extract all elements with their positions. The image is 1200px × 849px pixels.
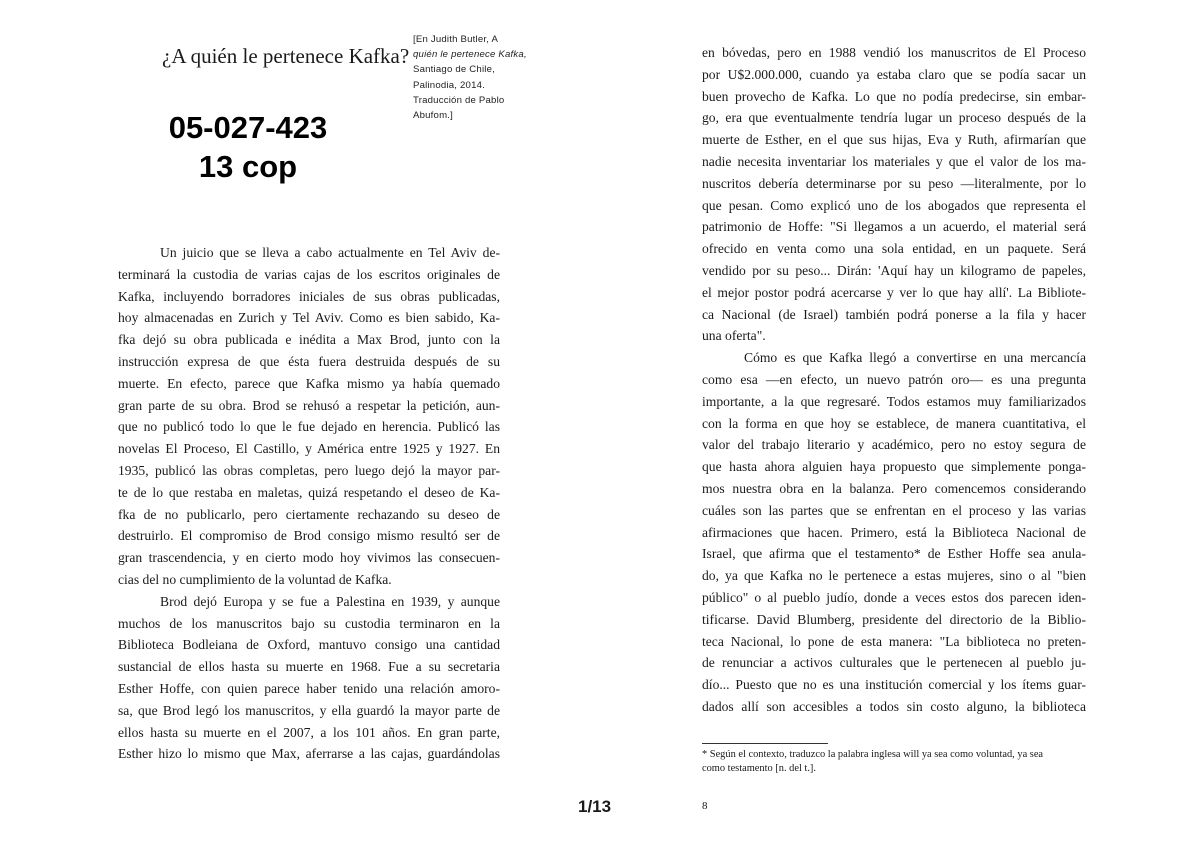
text-line: Cómo es que Kafka llegó a convertirse en una mercancía (744, 350, 1086, 366)
text-line: que no publicó todo lo que le fue dejado en herencia. Publicó las (118, 419, 500, 435)
text-line: do, ya que Kafka no le pertenece a estas mujeres, sino o al "bien (702, 568, 1086, 584)
text-line: novelas El Proceso, El Castillo, y América entre 1925 y 1927. En (118, 441, 500, 457)
text-line: ofrecido en venta como una sola entidad, en un paquete. Será (702, 241, 1086, 257)
text-line: que pesan. Como explicó uno de los abogados que representa el (702, 197, 1086, 213)
citation-line: [En Judith Butler, A (413, 34, 499, 45)
text-line: dados allí son accesibles a todos sin costo alguno, la biblioteca (702, 698, 1086, 714)
text-line: destruirlo. El compromiso de Brod consigo mismo resultó ser de (118, 528, 500, 544)
left-page-body (118, 242, 500, 765)
text-line: sa, que Brod legó los manuscritos, y ella guardó la mayor parte de (118, 702, 500, 718)
text-line: fka dejó su obra publicada e inédita a Max Brod, junto con la (118, 332, 500, 348)
text-line: el mejor postor podrá acercarse y ver lo que hay allí'. La Bibliote- (702, 284, 1086, 300)
text-line: muerte. En efecto, parece que Kafka mismo ya había quemado (118, 375, 500, 391)
footnote-line: como testamento [n. del t.]. (702, 763, 816, 775)
text-line: Biblioteca Bodleiana de Oxford, mantuvo consigo una cantidad (118, 637, 500, 653)
footnote-divider (702, 743, 828, 744)
stamp-code: 05-027-423 (168, 110, 328, 145)
text-line: patrimonio de Hoffe: "Si llegamos a un acuerdo, el material será (702, 219, 1086, 235)
citation-line: Santiago de Chile, (413, 64, 496, 76)
text-line: nadie necesita inventariar los materiales y que el valor de los ma- (702, 153, 1086, 169)
text-line: 1935, publicó las obras completas, pero luego dejó la mayor par- (118, 462, 500, 478)
text-line: go, era que eventualmente tendría lugar un proceso después de la (702, 110, 1086, 126)
text-line: Esther hizo lo mismo que Max, aferrarse a las cajas, guardándolas (118, 746, 500, 762)
text-line: teca Nacional, lo pone de esta manera: "La biblioteca no preten- (702, 633, 1086, 649)
text-line: como esa —en efecto, un nuevo patrón oro— es una pregunta (702, 371, 1086, 387)
text-line: una oferta". (702, 328, 766, 344)
citation-line: Abufom.] (413, 110, 453, 122)
text-line: muerte de Esther, en el que sus hijas, Eva y Ruth, afirmarían que (702, 132, 1086, 148)
book-title: ¿A quién le pertenece Kafka? (162, 44, 410, 68)
copy-stamp (152, 108, 344, 186)
text-line: muchos de los manuscritos bajo su custodia terminaron en la (118, 615, 500, 631)
text-line: cias del no cumplimiento de la voluntad de Kafka. (118, 571, 392, 587)
citation-note (413, 32, 553, 123)
text-line: gran trascendencia, y en cierto modo hoy vivimos las consecuen- (118, 550, 500, 566)
text-line: importante, a la que regresaré. Todos estamos muy familiarizados (702, 393, 1086, 409)
citation-line: Traducción de Pablo (413, 94, 505, 106)
text-line: que hasta ahora alguien haya propuesto que simplemente ponga- (702, 459, 1086, 475)
text-line: valor del trabajo literario y académico, pero no estoy segura de (702, 437, 1086, 453)
text-line: hoy almacenadas en Zurich y Tel Aviv. Como es bien sabido, Ka- (118, 310, 500, 326)
text-line: vendido por su peso... Dirán: 'Aquí hay un kilogramo de papeles, (702, 262, 1086, 278)
text-line: público" o al pueblo judío, donde a veces estos dos parecen iden- (702, 589, 1086, 605)
right-page-body (702, 42, 1086, 718)
text-line: Esther Hoffe, con quien parece haber tenido una relación amoro- (118, 680, 500, 696)
text-line: por U$2.000.000, cuando ya estaba claro que se podía sacar un (702, 66, 1086, 82)
text-line: de renunciar a activos culturales que le pertenecen al pueblo ju- (702, 655, 1086, 671)
text-line: afirmaciones que hacen. Primero, está la Biblioteca Nacional de (702, 524, 1086, 540)
text-line: ca Nacional (de Israel) también podrá ponerse a la fila y hacer (702, 306, 1086, 322)
text-line: en bóvedas, pero en 1988 vendió los manuscritos de El Proceso (702, 45, 1086, 60)
text-line: Israel, que afirma que el testamento* de Esther Hoffe sea anula- (702, 546, 1086, 562)
citation-line: quién le pertenece Kafka, (413, 49, 527, 61)
text-line: sustancial de ellos hasta su muerte en 1968. Fue a su secretaria (118, 659, 500, 675)
text-line: tificarse. David Blumberg, presidente del directorio de la Biblio- (702, 611, 1086, 627)
text-line: instrucción expresa de que ésta fuera destruida después de su (118, 353, 500, 369)
text-line: buen provecho de Kafka. Lo que no podía predecirse, sin embar- (702, 88, 1086, 104)
text-line: terminará la custodia de varias cajas de los escritos originales de (118, 266, 500, 282)
text-line: con la forma en que hoy se establece, de manera cuantitativa, el (702, 415, 1086, 431)
text-line: Un juicio que se lleva a cabo actualmente en Tel Aviv de- (160, 245, 500, 260)
text-line: dío... Puesto que no es una institución comercial y los ítems guar- (702, 677, 1086, 693)
text-line: ellos hasta su muerte en el 2007, a los 101 años. En gran parte, (118, 724, 500, 740)
stamp-copies: 13 cop (198, 149, 298, 184)
footnote (702, 748, 1086, 777)
citation-line: Palinodia, 2014. (413, 79, 486, 91)
text-line: cuáles son las partes que se enfrentan en el proceso y las varias (702, 502, 1086, 518)
text-line: Kafka, incluyendo borradores iniciales de sus obras publicadas, (118, 288, 500, 304)
text-line: nuscritos debería determinarse por su peso —literalmente, por lo (702, 175, 1086, 191)
text-line: te de lo que restaba en maletas, quizá respetando el deseo de Ka- (118, 484, 500, 500)
text-line: Brod dejó Europa y se fue a Palestina en 1939, y aunque (160, 593, 500, 609)
text-line: gran parte de su obra. Brod se rehusó a respetar la petición, aun- (118, 397, 500, 413)
footnote-line: * Según el contexto, traduzco la palabra inglesa will ya sea como voluntad, ya sea (702, 749, 1044, 760)
text-line: mos nuestra obra en la balanza. Pero comencemos considerando (702, 480, 1086, 496)
scan-page-counter: 1/13 (578, 797, 612, 816)
page-number: 8 (702, 800, 708, 812)
text-line: fka de no publicarlo, pero ciertamente rechazando su deseo de (118, 506, 500, 522)
